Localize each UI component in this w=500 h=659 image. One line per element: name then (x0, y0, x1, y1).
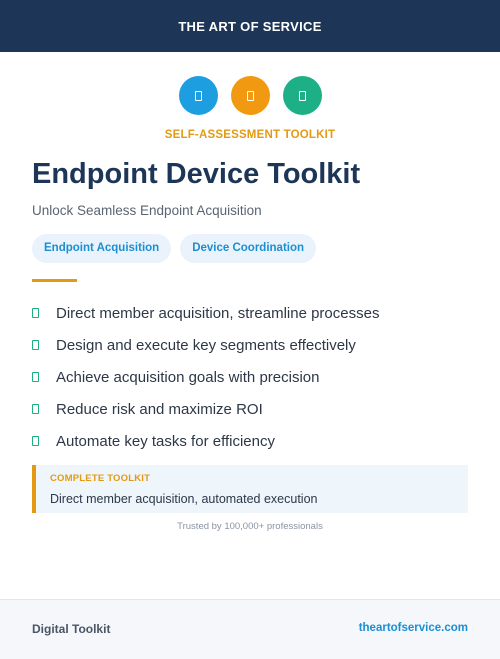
trust-note: Trusted by 100,000+ professionals (177, 521, 323, 532)
tag-endpoint-acquisition[interactable]: Endpoint Acquisition (32, 234, 171, 263)
callout-text: Direct member acquisition, automated execution (50, 492, 318, 506)
feature-text: Reduce risk and maximize ROI (56, 400, 263, 418)
toolkit-callout (32, 465, 468, 513)
section-kicker: SELF-ASSESSMENT TOOLKIT (164, 129, 336, 141)
list-item (32, 329, 379, 361)
website-link[interactable]: theartofservice.com (358, 622, 468, 634)
feature-list (32, 297, 379, 457)
green-badge-icon (283, 76, 322, 115)
footer (0, 599, 500, 659)
check-icon (32, 340, 39, 350)
callout-label: COMPLETE TOOLKIT (50, 473, 151, 484)
footer-label: Digital Toolkit (32, 622, 111, 636)
page-title: Endpoint Device Toolkit (32, 158, 361, 190)
feature-text: Direct member acquisition, streamline processes (56, 304, 380, 322)
check-icon (32, 436, 39, 446)
list-item (32, 297, 379, 329)
feature-text: Achieve acquisition goals with precision (56, 368, 320, 386)
list-item (32, 425, 379, 457)
list-item (32, 361, 379, 393)
orange-badge-icon (231, 76, 270, 115)
brand-name: THE ART OF SERVICE (178, 18, 322, 34)
blue-badge-icon (179, 76, 218, 115)
accent-divider (32, 279, 77, 282)
icon-row (0, 76, 500, 115)
top-banner (0, 0, 500, 52)
tag-list (32, 234, 316, 263)
list-item (32, 393, 379, 425)
feature-text: Design and execute key segments effectively (56, 336, 356, 354)
feature-text: Automate key tasks for efficiency (56, 432, 275, 450)
check-icon (32, 308, 39, 318)
tag-device-coordination[interactable]: Device Coordination (180, 234, 316, 263)
check-icon (32, 372, 39, 382)
page-subtitle: Unlock Seamless Endpoint Acquisition (32, 203, 262, 218)
check-icon (32, 404, 39, 414)
